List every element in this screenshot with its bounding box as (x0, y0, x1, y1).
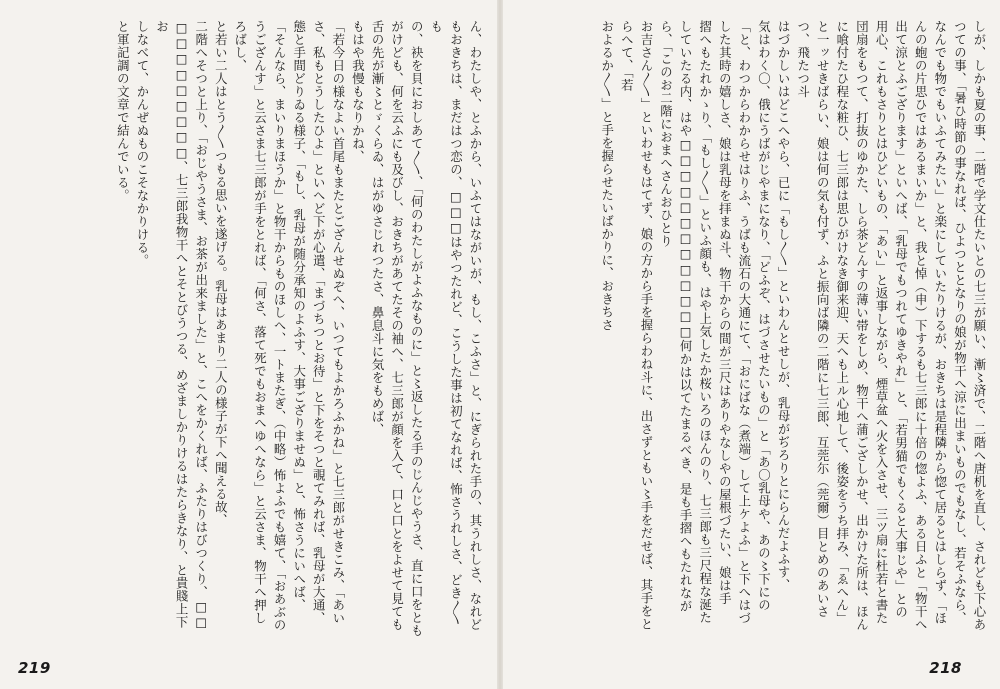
text-line: ろばし、 (232, 20, 248, 72)
text-line: しが、しかも夏の事、二階で学文仕たいとの七三が願い、漸〻済で、二階へ唐机を直し、されども下心あ (972, 20, 987, 631)
right-page (503, 0, 1000, 689)
text-line: の、袂を貝におしあて〳〵、「何のわたしがよふなものに」と〻返したる手のじんじやうさ、直に口をとも (409, 20, 425, 638)
text-line: んの蚫の片思ひではあるまいか」と、我と悼（申）下するも七三郎に十倍の惚よふ、ある日ふと「物干へ (913, 20, 929, 631)
text-line: なんでも物でもいふてみたい」と楽にしていたりけるが、おきちは是程隣から惚て居るとはしらず、「ほ (932, 20, 948, 625)
text-line: 舌の先が漸〻とゞくらゐ、はがゆさじれつたさ、鼻息斗に気をもめば、 (370, 20, 386, 436)
left-page-number: 219 (18, 659, 51, 677)
right-page-number: 218 (929, 659, 962, 677)
text-line: に喰付たひ程な粧ひ、七三郎は思ひがけなき御来迎、天へも上ル心地して、後姿をうち拝み、「ゑへん」 (834, 20, 850, 625)
text-line: ん、わたしや、とふから、いふてはながいが、もし、こふさ」と、にぎられた手の、其うれしさ、なれど (468, 20, 483, 631)
text-line: がけども、何を云ふにも及びし、おきちがあてたその袖へ、七三郎が顔を入て、口と口とをよせて見ても (389, 20, 405, 631)
text-line: と軍記調の文章で結んでいる。 (115, 20, 131, 202)
text-line: お吉さん〳〵」といわせもはてず、娘の方から手を握らわね斗に、出さずともい〻手をだせば、其手をとらへて、「若 (619, 20, 654, 631)
text-line: つての事、「暑ひ時節の事なれば、ひよつととなりの娘が物干へ涼に出まいものでもなし、若そふなら、 (952, 20, 968, 625)
text-line: しなべて、かんぜぬものこそなかりける。 (134, 20, 150, 267)
text-line: 出て涼とふござります」といへば、「乳母でもつれてゆきやれ」と、「若男猫でもくると大事じや」との (893, 20, 909, 619)
text-line: およるか〳〵」と手を握らせたいばかりに、おきちさ (599, 20, 615, 332)
text-line: もおきちは、まだはつ恋の、□□□はやつたれど、こうした事は初てなれば、怖さうれしさ、どき〳〵も (428, 20, 464, 626)
text-line: と一ッせきばらい、娘は何の気も付ず、ふと振向ば隣の二階に七三郎、互莞尓（莞爾）目とめのあいさつ、飛たつ斗 (795, 20, 831, 618)
text-line: 摺へもたれかゝり、「もし〳〵」といふ顔も、はや上気したか桜いろのほんのり、七三郎も三尺程な涎た (697, 20, 713, 625)
text-line: もはや我慢もなりかね、 (350, 20, 366, 163)
text-line: 「若今日の様なよい首尾もまたとござんせぬぞへ、いつてもよかろふかね」と七三郎がせきこみ、「あい (330, 20, 346, 625)
text-line: 「そんなら、まいりまほうか」と物干からものほしへ、一トまたぎ、（中略）怖よふでも嬉て、「おあぶの (272, 20, 288, 632)
text-line: と若い二人はとう〳〵つもる思いを遂げる。乳母はあまり二人の様子が下へ聞える故、 (213, 20, 229, 527)
text-line: □□□□□□□□□、七三郎我物干へとそとびうつる、めざましかりけるはたらきなり、と貴賤上下お (154, 20, 190, 629)
text-line: した其時の嬉しさ、娘は乳母を拝まぬ斗、物干からの間が三尺はありやなしやの屋根づたい、娘は手 (717, 20, 733, 605)
text-line: 気はわく〇、俄にうばがじやまになり、「どふぞ、はづさせたいもの」と「あ〇乳母や、あの〻下にの (756, 20, 772, 612)
text-line: 団扇をもつて、打抜のゆかた、しら茶どんすの薄い帯をしめ、物干へ蒲ござしかせ、出かけた所は、ほん (854, 20, 870, 631)
text-line: さ、私もとうしたひよ」といへど下が心遣、「まづちつとお待」と下をそつと覗てみれば、乳母が大通、 (311, 20, 327, 625)
text-line: はづかしいはどこへやら、已に「もし〳〵」といわんとせしが、乳母がぢろりとにらんだよふす、 (776, 20, 792, 592)
text-line: 態と手間どりゐる様子、「もし、乳母が随分承知のよふす、大事ござりませぬ」と、怖さうにいへば、 (291, 20, 307, 612)
text-line: 用心、これもさりとはひどいもの、「あい」と返事しながら、煙草盆へ火を入させ、三ツ扇に杜若と書た (874, 20, 890, 625)
text-line: していたる内、はや□□□□□□□□□□□□□何かは以てたまるべき、是も手摺へもたれながら、「このお二階におまへさんおひとり (658, 20, 694, 613)
left-page (0, 0, 497, 689)
text-line: 二階へそつと上り、「おじやうさま、お茶が出来ました」と、こへをかくれば、ふたりはびつくり、□□ (193, 20, 209, 630)
right-page-text (519, 20, 989, 638)
left-page-text (22, 20, 485, 638)
text-line: うござんす」と云さま七三郎が手をとれば、「何さ、落て死でもおまへゆへなら」と云さま、物干へ押し (252, 20, 268, 625)
text-line: 「と、わつからわからせはりふ、うばも流石の大通にて、「おにばな（煮端）して上ケよふ」と下へはづ (736, 20, 752, 625)
